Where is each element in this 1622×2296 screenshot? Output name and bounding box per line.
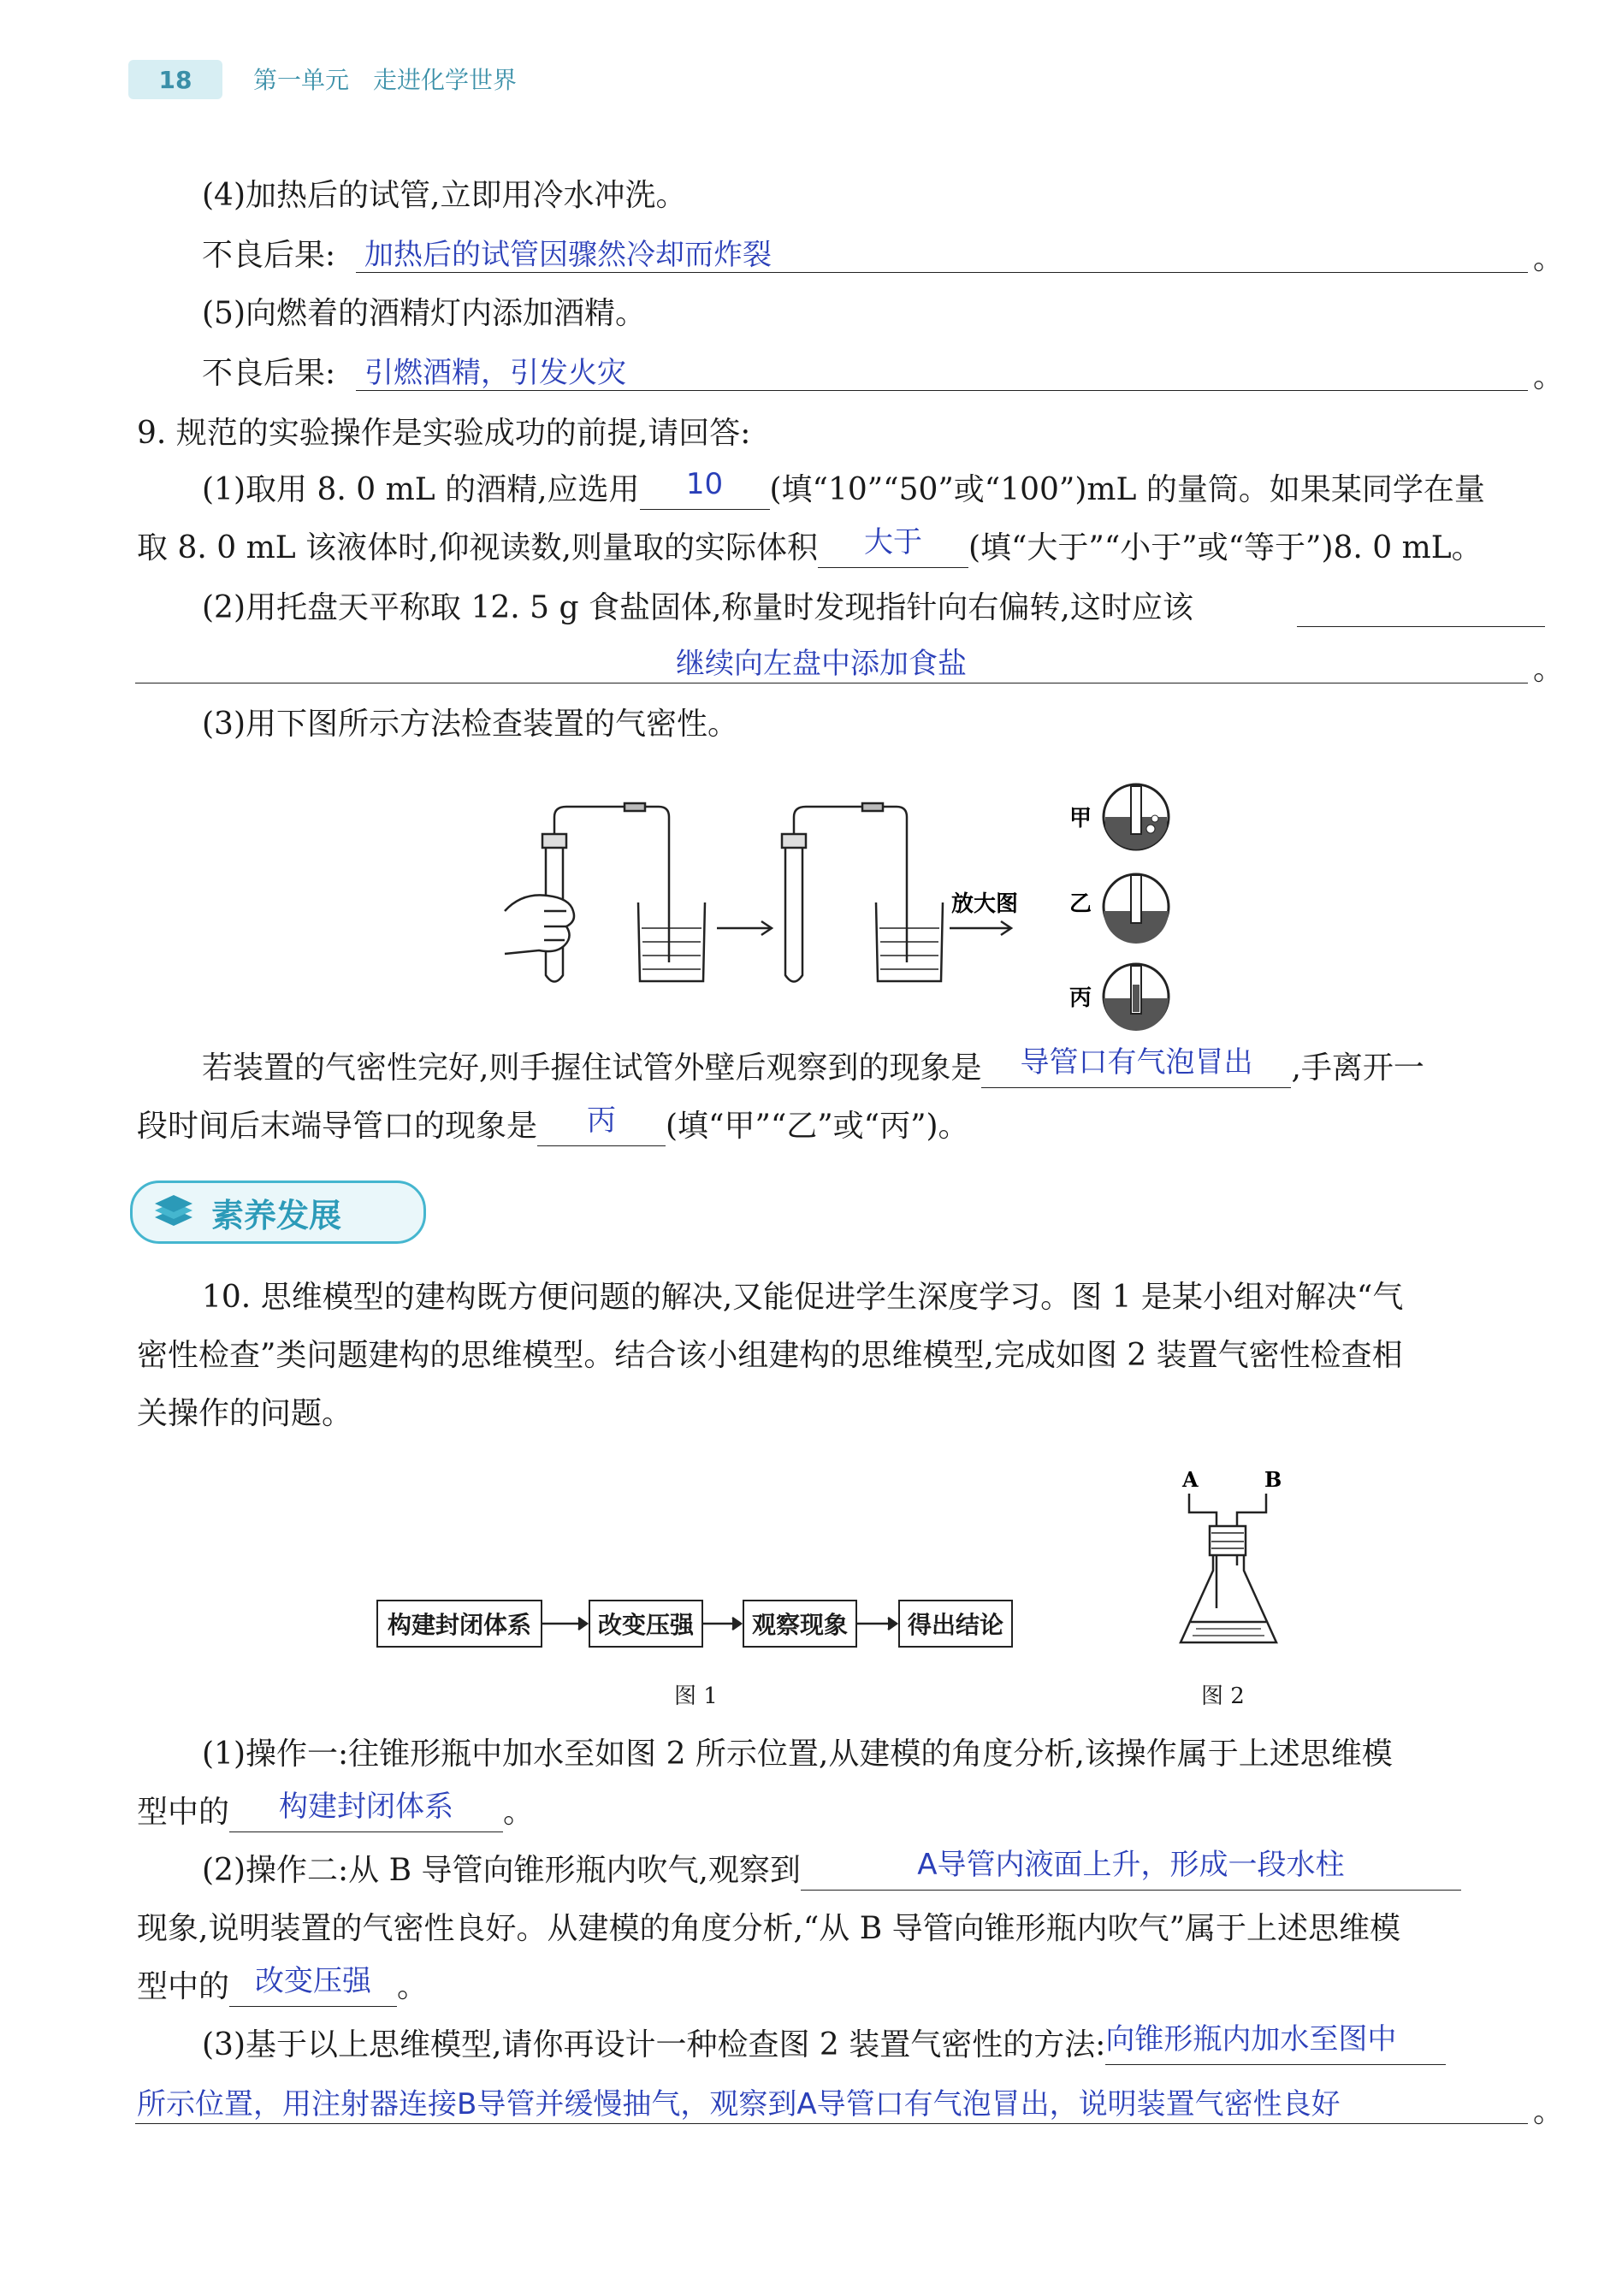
flask-body [1181, 1555, 1276, 1642]
q9-part3: (3)用下图所示方法检查装置的气密性。 [202, 707, 738, 742]
unit-title: 第一单元 走进化学世界 [253, 66, 518, 94]
answer: 改变压强 [255, 1964, 372, 1998]
text: (填“甲”“乙”或“丙”)。 [666, 1109, 969, 1144]
q10-part2-line3 [137, 1964, 429, 2007]
answer: 10 [685, 467, 724, 501]
blank [640, 467, 770, 510]
books-icon [151, 1195, 196, 1229]
q9-part3-line2 [137, 1104, 969, 1146]
answer: 构建封闭体系 [279, 1790, 454, 1824]
consequence-label: 不良后果: [202, 238, 336, 273]
q8-consequence5 [202, 354, 335, 394]
text: 型中的 [137, 1969, 230, 2004]
period: 。 [397, 1969, 429, 2004]
consequence-label: 不良后果: [202, 356, 336, 391]
q10-part1-line2 [137, 1790, 535, 1832]
blank [229, 1964, 397, 2007]
q10-part1-line1: (1)操作一:往锥形瓶中加水至如图 2 所示位置,从建模的角度分析,该操作属于上述思维模 [202, 1737, 1393, 1772]
answer: 导管口有气泡冒出 [1020, 1045, 1253, 1080]
delivery-tube-1 [554, 807, 669, 911]
text: (填“大于”“小于”或“等于”)8. 0 mL。 [968, 530, 1483, 565]
flow-step-1: 构建封闭体系 [376, 1600, 542, 1648]
answer-rule [135, 2123, 1528, 2124]
q10-part3-line1 [202, 2022, 1446, 2065]
text: 段时间后末端导管口的现象是 [137, 1109, 538, 1144]
q10-stem1: 10. 思维模型的建构既方便问题的解决,又能促进学生深度学习。图 1 是某小组对解决“气 [202, 1280, 1404, 1315]
q10-part2-line1 [202, 1848, 1461, 1891]
blank [801, 1848, 1461, 1891]
tube-joint [625, 803, 645, 811]
blank [1105, 2022, 1446, 2065]
label-a: A [1182, 1467, 1199, 1492]
flask-figure [1172, 1463, 1283, 1660]
period: 。 [1533, 359, 1565, 394]
text: 型中的 [137, 1795, 230, 1830]
blank [537, 1104, 666, 1146]
airtightness-figure [488, 783, 1223, 1031]
answer: 丙 [587, 1104, 617, 1138]
text: (填“10”“50”或“100”)mL 的量筒。如果某同学在量 [769, 472, 1485, 507]
text: (2)操作二:从 B 导管向锥形瓶内吹气,观察到 [202, 1853, 801, 1888]
answer: 向锥形瓶内加水至图中 [1105, 2022, 1397, 2056]
q9-part3-line1 [202, 1045, 1424, 1088]
blank [818, 525, 968, 568]
label-b: B [1264, 1467, 1282, 1492]
delivery-tube-2 [794, 807, 907, 911]
q10-stem2: 密性检查”类问题建构的思维模型。结合该小组建构的思维模型,完成如图 2 装置气密性检查相 [137, 1338, 1403, 1373]
flow-arrows [539, 1608, 907, 1642]
q10-part2-line2: 现象,说明装置的气密性良好。从建模的角度分析,“从 B 导管向锥形瓶内吹气”属于上述思维模 [137, 1911, 1401, 1946]
answer: 大于 [863, 525, 922, 559]
hand [505, 895, 574, 954]
q9-part1-line2 [137, 525, 1483, 568]
blank [229, 1790, 503, 1832]
text: ,手离开一 [1291, 1050, 1424, 1086]
period: 。 [1533, 2094, 1565, 2129]
q9-part2-answer: 继续向左盘中添加食盐 [676, 647, 967, 681]
fig2-caption: 图 2 [1201, 1684, 1245, 1709]
q9-part2: (2)用托盘天平称取 12. 5 g 食盐固体,称量时发现指针向右偏转,这时应该 [202, 590, 1193, 625]
q8-answer5: 引燃酒精，引发火灾 [364, 356, 626, 390]
label-yi: 乙 [1069, 891, 1092, 917]
answer-rule [1297, 626, 1545, 627]
label-jia: 甲 [1069, 806, 1092, 831]
blank [981, 1045, 1291, 1088]
q9-part1-line1 [202, 467, 1485, 510]
flow-step-4: 得出结论 [898, 1600, 1013, 1648]
page-number: 18 [128, 60, 222, 99]
q10-part3-answer: 所示位置，用注射器连接B导管并缓慢抽气，观察到A导管口有气泡冒出，说明装置气密性良好 [137, 2087, 1341, 2121]
q10-stem3: 关操作的问题。 [137, 1396, 353, 1431]
q8-item4: (4)加热后的试管,立即用冷水冲洗。 [202, 178, 687, 213]
q8-answer4: 加热后的试管因骤然冷却而炸裂 [364, 238, 772, 272]
section-banner [130, 1181, 426, 1244]
period: 。 [1533, 241, 1565, 276]
q9-stem: 9. 规范的实验操作是实验成功的前提,请回答: [137, 416, 751, 451]
text: 取 8. 0 mL 该液体时,仰视读数,则量取的实际体积 [137, 530, 818, 565]
text: (1)取用 8. 0 mL 的酒精,应选用 [202, 472, 640, 507]
text: (3)基于以上思维模型,请你再设计一种检查图 2 装置气密性的方法: [202, 2027, 1106, 2062]
test-tube-2 [785, 843, 802, 982]
q8-consequence4 [202, 236, 335, 275]
flow-step-2: 改变压强 [589, 1600, 703, 1648]
flow-step-3: 观察现象 [743, 1600, 857, 1648]
fig1-caption: 图 1 [674, 1684, 718, 1709]
label-bing: 丙 [1069, 985, 1092, 1011]
stopper [1210, 1526, 1246, 1555]
period: 。 [503, 1795, 535, 1830]
section-title: 素养发展 [211, 1196, 342, 1234]
q8-item5: (5)向燃着的酒精灯内添加酒精。 [202, 296, 646, 331]
stopper-1 [542, 834, 566, 848]
answer: A导管内液面上升，形成一段水柱 [917, 1848, 1345, 1882]
text: 若装置的气密性完好,则手握住试管外壁后观察到的现象是 [202, 1050, 982, 1086]
zoom-label: 放大图 [951, 891, 1019, 917]
period: 。 [1533, 652, 1565, 687]
